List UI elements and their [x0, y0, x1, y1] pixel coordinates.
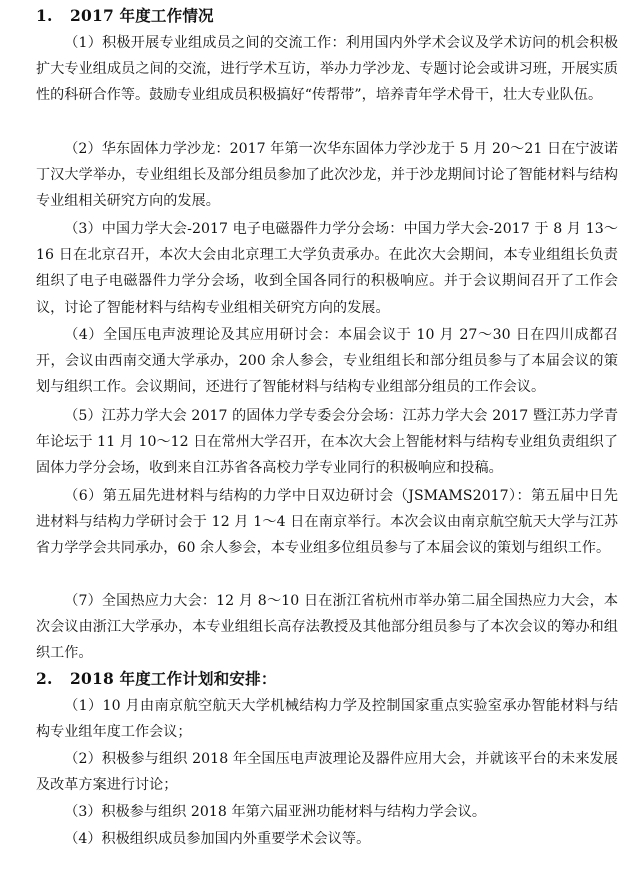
- paragraph: （5）江苏力学大会 2017 的固体力学专委会分会场：江苏力学大会 2017 暨江苏力学青年论坛于 11 月 10～12 日在常州大学召开，在本次大会上智能材料与结构专业组负责组织了固体力学分会场，收到来自江苏省各高校力学专业同行的积极响应和投稿。: [36, 408, 618, 477]
- section-title: 2017 年度工作情况: [70, 6, 214, 25]
- paragraph: （6）第五届先进材料与结构的力学中日双边研讨会（JSMAMS2017）：第五届中日先进材料与结构力学研讨会于 12 月 1～4 日在南京举行。本次会议由南京航空航天大学与江苏省力学学会共同承办，60 余人参会，本专业组多位组员参与了本届会议的策划与组织工作。: [36, 488, 618, 557]
- section-heading: [36, 6, 610, 26]
- section-number: 1.: [36, 6, 53, 25]
- paragraph: （1）10 月由南京航空航天大学机械结构力学及控制国家重点实验室承办智能材料与结构专业组年度工作会议；: [36, 698, 618, 741]
- paragraph: （1）积极开展专业组成员之间的交流工作：利用国内外学术会议及学术访问的机会积极扩大专业组成员之间的交流，进行学术互访，举办力学沙龙、专题讨论会或讲习班，开展实质性的科研合作等。鼓励专业组成员积极搞好“传帮带”，培养青年学术骨干，壮大专业队伍。: [36, 35, 618, 104]
- paragraph: （2）华东固体力学沙龙：2017 年第一次华东固体力学沙龙于 5 月 20～21 日在宁波诺丁汉大学举办，专业组组长及部分组员参加了此次沙龙，并于沙龙期间讨论了智能材料与结构专业组相关研究方向的发展。: [36, 141, 618, 210]
- paragraph: （4）积极组织成员参加国内外重要学术会议等。: [64, 831, 371, 847]
- section-title: 2018 年度工作计划和安排：: [70, 669, 277, 688]
- paragraph: （3）中国力学大会-2017 电子电磁器件力学分会场：中国力学大会-2017 于 8 月 13～16 日在北京召开，本次大会由北京理工大学负责承办。在此次大会期间，本专业组组长负责组织了电子电磁器件力学分会场，收到全国各同行的积极响应。并于会议期间召开了工作会议，讨论了智能材料与结构专业组相关研究方向的发展。: [36, 221, 618, 316]
- section-number: 2.: [36, 669, 53, 688]
- paragraph: （3）积极参与组织 2018 年第六届亚洲功能材料与结构力学会议。: [64, 804, 487, 820]
- section-heading: [36, 669, 610, 689]
- paragraph: （7）全国热应力大会：12 月 8～10 日在浙江省杭州市举办第二届全国热应力大会，本次会议由浙江大学承办，本专业组组长高存法教授及其他部分组员参与了本次会议的筹办和组织工作。: [36, 593, 618, 662]
- paragraph: （4）全国压电声波理论及其应用研讨会：本届会议于 10 月 27～30 日在四川成都召开，会议由西南交通大学承办，200 余人参会，专业组组长和部分组员参与了本届会议的策划与组织工作。会议期间，还进行了智能材料与结构专业组部分组员的工作会议。: [36, 327, 618, 396]
- paragraph: （2）积极参与组织 2018 年全国压电声波理论及器件应用大会，并就该平台的未来发展及改革方案进行讨论；: [36, 751, 618, 794]
